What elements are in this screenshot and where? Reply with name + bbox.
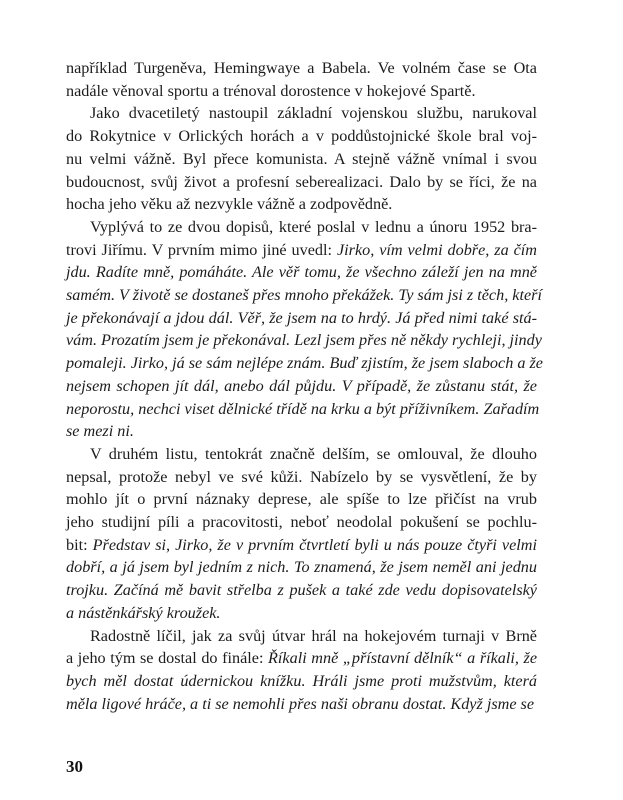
text-line <box>66 398 540 421</box>
text-segment: nu velmi vážně. Byl přece komunista. A stejně vážně vnímal i svou <box>66 149 537 168</box>
text-line <box>66 193 537 216</box>
text-segment: hocha jeho věku až nezvykle vážně a zodpovědně. <box>66 195 393 214</box>
paragraph <box>66 443 537 625</box>
italic-quote-segment: a nástěnkářský kroužek. <box>66 603 221 622</box>
italic-quote-segment: samém. V životě se dostaneš přes mnoho překážek. Ty sám jsi z těch, kteří <box>66 286 542 305</box>
italic-quote-segment: se mezi ni. <box>66 422 134 441</box>
text-line <box>66 647 537 670</box>
text-segment: nadále věnoval sportu a trénoval dorostence v hokejové Spartě. <box>66 81 476 100</box>
text-line <box>66 670 537 693</box>
italic-quote-segment: dobří, a já jsem byl jedním z nich. To znamená, že jsem neměl ani jednu <box>66 558 537 577</box>
italic-quote-segment: Říkali mně „přístavní dělník“ a říkali, že <box>268 649 538 668</box>
paragraph <box>66 102 537 216</box>
text-segment: nepsal, protože nebyl ve své kůži. Nabízelo by se vysvětlení, že by <box>66 467 537 486</box>
text-line <box>66 261 537 284</box>
text-line <box>66 466 537 489</box>
italic-quote-segment: nejsem schopen jít dál, anebo dál půjdu. V případě, že zůstanu stát, že <box>66 376 537 395</box>
italic-quote-segment: pomaleji. Jirko, já se sám nejlépe znám. Buď zjistím, že jsem slaboch a že <box>66 354 543 373</box>
italic-quote-segment: vám. Prozatím jsem je překonával. Lezl jsem přes ně někdy rychleji, jindy <box>66 331 542 350</box>
text-line <box>66 329 542 352</box>
text-line <box>66 307 537 330</box>
text-line <box>66 80 537 103</box>
text-segment: Vyplývá to ze dvou dopisů, které poslal v lednu a únoru 1952 bra- <box>90 217 537 236</box>
text-segment: bit: <box>66 535 93 554</box>
text-segment: trovi Jiřímu. V prvním mimo jiné uvedl: <box>66 240 337 259</box>
italic-quote-segment: trojku. Začíná mě bavit střelba z pušek a také zde vedu dopisovatelský <box>66 581 537 600</box>
text-line <box>66 443 537 466</box>
text-line <box>66 284 542 307</box>
italic-quote-segment: jdu. Radíte mně, pomáháte. Ale věř tomu, že všechno záleží jen na mně <box>66 263 537 282</box>
text-segment: budoucnost, svůj život a profesní seberealizaci. Dalo by se říci, že na <box>66 172 537 191</box>
italic-quote-segment: Představ si, Jirko, že v prvním čtvrtletí byli u nás pouze čtyři velmi <box>92 535 537 554</box>
text-segment: Radostně líčil, jak za svůj útvar hrál na hokejovém turnaji v Brně <box>90 626 537 645</box>
italic-quote-segment: Jirko, vím velmi dobře, za čím <box>336 240 537 259</box>
text-line <box>66 602 537 625</box>
italic-quote-segment: měla ligové hráče, a ti se nemohli přes naši obranu dostat. Když jsme se <box>66 694 535 713</box>
text-line <box>66 556 537 579</box>
text-segment: Jako dvacetiletý nastoupil základní vojenskou službu, narukoval <box>90 104 537 123</box>
text-line <box>66 420 537 443</box>
text-line <box>66 102 537 125</box>
paragraph <box>66 216 543 443</box>
text-line <box>66 216 537 239</box>
text-line <box>66 625 537 648</box>
text-line <box>66 375 537 398</box>
text-line <box>66 57 537 80</box>
page-number: 30 <box>66 757 83 776</box>
text-segment: do Rokytnice v Orlických horách a v poddůstojnické škole bral voj- <box>66 127 537 146</box>
text-line <box>66 579 537 602</box>
text-segment: V druhém listu, tentokrát značně delším, se omlouval, že dlouho <box>90 444 537 463</box>
text-line <box>66 511 537 534</box>
text-segment: a jeho tým se dostal do finále: <box>66 649 269 668</box>
text-segment: jeho studijní píli a pracovitosti, neboť neodolal pokušení se pochlu- <box>66 513 537 532</box>
text-segment: například Turgeněva, Hemingwaye a Babela. Ve volném čase se Ota <box>66 59 537 77</box>
text-line <box>66 171 537 194</box>
text-line <box>66 125 537 148</box>
text-line <box>66 148 537 171</box>
paragraph <box>66 57 537 102</box>
text-segment: mohlo jít o první náznaky deprese, ale spíše to lze přičíst na vrub <box>66 490 537 509</box>
italic-quote-segment: neporostu, nechci viset dělnické třídě na krku a být příživníkem. Zařadím <box>66 399 540 418</box>
text-line <box>66 352 543 375</box>
italic-quote-segment: je překonávají a jdou dál. Věř, že jsem na to hrdý. Já před nimi také stá- <box>66 308 537 327</box>
text-line <box>66 534 537 557</box>
text-line <box>66 488 537 511</box>
text-line <box>66 693 537 716</box>
italic-quote-segment: bych měl dostat údernickou knížku. Hráli jsme proti mužstvům, která <box>66 671 537 690</box>
paragraph <box>66 625 537 716</box>
book-page-body <box>66 57 543 715</box>
text-line <box>66 239 537 262</box>
